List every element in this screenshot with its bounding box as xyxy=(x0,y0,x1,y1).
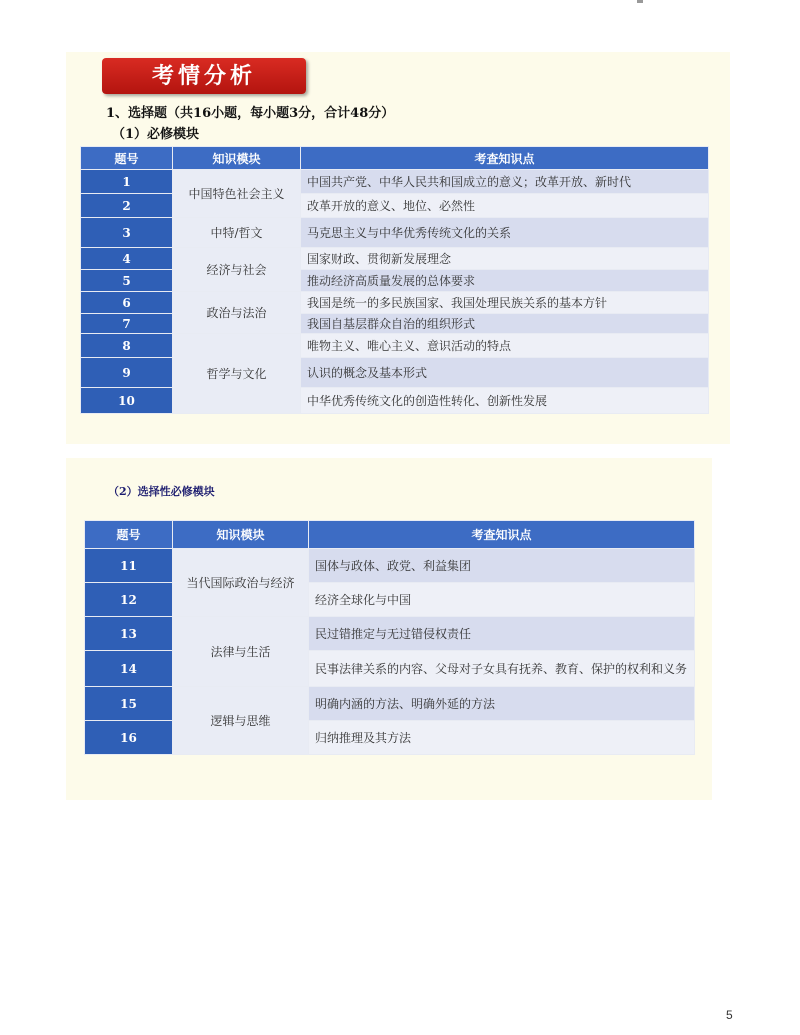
corner-mark xyxy=(637,0,643,3)
question-number: 11 xyxy=(85,549,173,583)
section-banner: 考情分析 xyxy=(102,58,306,94)
page-number: 5 xyxy=(726,1008,733,1022)
knowledge-point: 马克思主义与中华优秀传统文化的关系 xyxy=(301,218,709,248)
question-number: 9 xyxy=(81,358,173,388)
knowledge-point: 改革开放的意义、地位、必然性 xyxy=(301,194,709,218)
required-module-table xyxy=(80,146,709,414)
knowledge-module: 政治与法治 xyxy=(173,292,301,334)
question-number: 10 xyxy=(81,388,173,414)
table-row xyxy=(85,617,695,651)
question-number: 6 xyxy=(81,292,173,314)
elective-module-table xyxy=(84,520,695,755)
knowledge-module: 法律与生活 xyxy=(173,617,309,687)
table-row xyxy=(81,218,709,248)
col-header-module: 知识模块 xyxy=(173,521,309,549)
knowledge-point: 我国是统一的多民族国家、我国处理民族关系的基本方针 xyxy=(301,292,709,314)
question-number: 7 xyxy=(81,314,173,334)
table-row xyxy=(81,170,709,194)
knowledge-point: 民过错推定与无过错侵权责任 xyxy=(309,617,695,651)
required-module-heading: （1）必修模块 xyxy=(112,127,200,142)
question-number: 16 xyxy=(85,721,173,755)
knowledge-point: 国家财政、贯彻新发展理念 xyxy=(301,248,709,270)
knowledge-point: 唯物主义、唯心主义、意识活动的特点 xyxy=(301,334,709,358)
col-header-num: 题号 xyxy=(85,521,173,549)
knowledge-module: 中特/哲文 xyxy=(173,218,301,248)
table-row xyxy=(81,248,709,270)
question-number: 15 xyxy=(85,687,173,721)
question-number: 1 xyxy=(81,170,173,194)
knowledge-point: 经济全球化与中国 xyxy=(309,583,695,617)
knowledge-module: 逻辑与思维 xyxy=(173,687,309,755)
knowledge-point: 民事法律关系的内容、父母对子女具有抚养、教育、保护的权利和义务 xyxy=(309,651,695,687)
table-row xyxy=(85,687,695,721)
knowledge-point: 我国自基层群众自治的组织形式 xyxy=(301,314,709,334)
knowledge-point: 中国共产党、中华人民共和国成立的意义；改革开放、新时代 xyxy=(301,170,709,194)
col-header-module: 知识模块 xyxy=(173,147,301,170)
question-number: 12 xyxy=(85,583,173,617)
knowledge-module: 经济与社会 xyxy=(173,248,301,292)
knowledge-point: 认识的概念及基本形式 xyxy=(301,358,709,388)
col-header-point: 考查知识点 xyxy=(309,521,695,549)
choice-question-heading: 1、选择题（共16小题，每小题3分，合计48分） xyxy=(106,106,395,121)
question-number: 5 xyxy=(81,270,173,292)
table-header-row xyxy=(85,521,695,549)
knowledge-point: 中华优秀传统文化的创造性转化、创新性发展 xyxy=(301,388,709,414)
table-header-row xyxy=(81,147,709,170)
knowledge-point: 国体与政体、政党、利益集团 xyxy=(309,549,695,583)
table-row xyxy=(81,292,709,314)
col-header-num: 题号 xyxy=(81,147,173,170)
knowledge-point: 推动经济高质量发展的总体要求 xyxy=(301,270,709,292)
col-header-point: 考查知识点 xyxy=(301,147,709,170)
question-number: 3 xyxy=(81,218,173,248)
knowledge-module: 中国特色社会主义 xyxy=(173,170,301,218)
knowledge-module: 哲学与文化 xyxy=(173,334,301,414)
knowledge-module: 当代国际政治与经济 xyxy=(173,549,309,617)
elective-module-heading: （2）选择性必修模块 xyxy=(108,485,215,498)
table-row xyxy=(81,334,709,358)
table-row xyxy=(85,549,695,583)
question-number: 4 xyxy=(81,248,173,270)
question-number: 14 xyxy=(85,651,173,687)
knowledge-point: 归纳推理及其方法 xyxy=(309,721,695,755)
question-number: 13 xyxy=(85,617,173,651)
knowledge-point: 明确内涵的方法、明确外延的方法 xyxy=(309,687,695,721)
question-number: 2 xyxy=(81,194,173,218)
question-number: 8 xyxy=(81,334,173,358)
